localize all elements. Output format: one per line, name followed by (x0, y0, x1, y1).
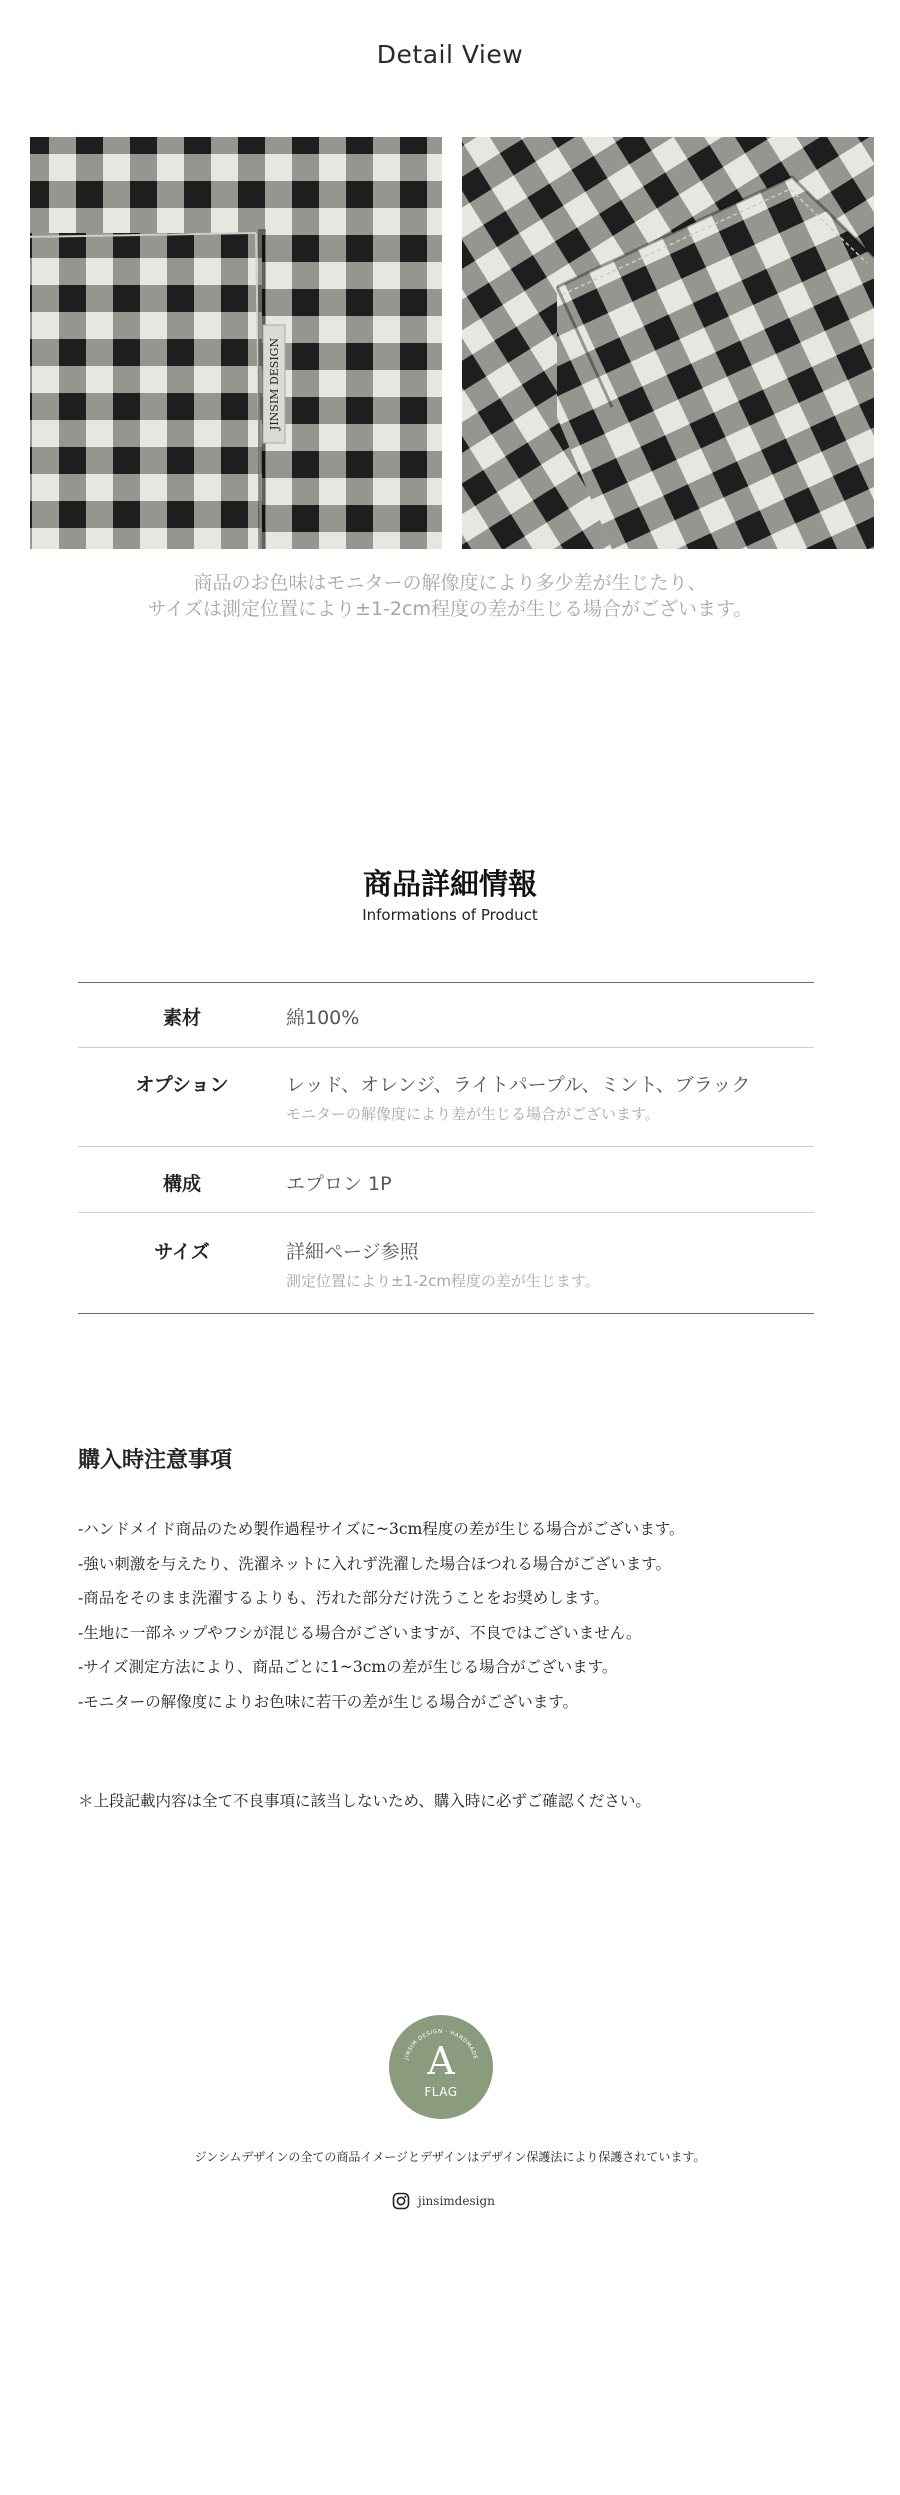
list-item: -生地に一部ネップやフシが混じる場合がございますが、不良ではございません。 (78, 1623, 642, 1642)
table-row-options (78, 1047, 814, 1146)
list-item: -サイズ測定方法により、商品ごとに1~3cmの差が生じる場合がございます。 (78, 1658, 618, 1676)
product-info-table (78, 982, 814, 1314)
list-item: -商品をそのまま洗濯するよりも、汚れた部分だけ洗うことをお奨めします。 (78, 1589, 609, 1607)
product-info-title: 商品詳細情報 (362, 867, 537, 901)
row-label: 素材 (162, 1007, 201, 1029)
row-value: レッド、オレンジ、ライトパープル、ミント、ブラック (286, 1074, 751, 1096)
row-label: サイズ (154, 1241, 210, 1263)
list-item: -モニターの解像度によりお色味に若干の差が生じる場合がございます。 (78, 1692, 578, 1711)
table-row-composition (78, 1146, 814, 1212)
row-label: 構成 (162, 1173, 201, 1195)
row-value-cell (286, 1213, 814, 1313)
caution-list (78, 1512, 685, 1719)
instagram-icon[interactable] (392, 2192, 410, 2210)
row-value: 綿100% (286, 1007, 360, 1029)
svg-text:JINSIM DESIGN · HANDMADE: JINSIM DESIGN · HANDMADE (403, 2028, 479, 2061)
product-info-subtitle: Informations of Product (362, 906, 538, 924)
caution-note: ＊上段記載内容は全て不良事項に該当しないため、購入時に必ずご確認ください。 (78, 1792, 651, 1810)
gingham-pocket-image (30, 137, 442, 549)
brand-logo (389, 2015, 493, 2119)
copyright-text: ジンシムデザインの全ての商品イメージとデザインはデザイン保護法により保護されています。 (194, 2150, 706, 2164)
instagram-link[interactable] (392, 2192, 495, 2210)
logo-letter: A (427, 2039, 455, 2083)
list-item: -ハンドメイド商品のため製作過程サイズに~3cm程度の差が生じる場合がございます。 (78, 1520, 685, 1538)
notice-line-2: サイズは測定位置により±1-2cm程度の差が生じる場合がございます。 (147, 598, 753, 620)
detail-photo-hem (462, 137, 874, 549)
color-size-notice (0, 570, 900, 622)
row-value: 詳細ページ参照 (286, 1241, 419, 1263)
row-note: 測定位置により±1-2cm程度の差が生じます。 (286, 1272, 600, 1290)
instagram-handle[interactable]: jinsimdesign (418, 2194, 495, 2208)
detail-photo-pocket (30, 137, 442, 549)
table-row-material (78, 982, 814, 1047)
row-label: オプション (135, 1074, 229, 1096)
gingham-hem-image (462, 137, 874, 549)
notice-line-1: 商品のお色味はモニターの解像度により多少差が生じたり、 (193, 572, 707, 594)
logo-word: FLAG (424, 2085, 458, 2099)
list-item: -強い刺激を与えたり、洗濯ネットに入れず洗濯した場合ほつれる場合がございます。 (78, 1554, 672, 1573)
page-title: Detail View (376, 40, 524, 69)
brand-tag-label: JINSIM DESIGN (268, 337, 281, 431)
row-note: モニターの解像度により差が生じる場合がございます。 (286, 1105, 660, 1123)
table-row-size (78, 1212, 814, 1314)
row-value-cell (286, 1048, 814, 1146)
row-value: エプロン 1P (286, 1173, 392, 1195)
caution-title: 購入時注意事項 (78, 1448, 233, 1473)
